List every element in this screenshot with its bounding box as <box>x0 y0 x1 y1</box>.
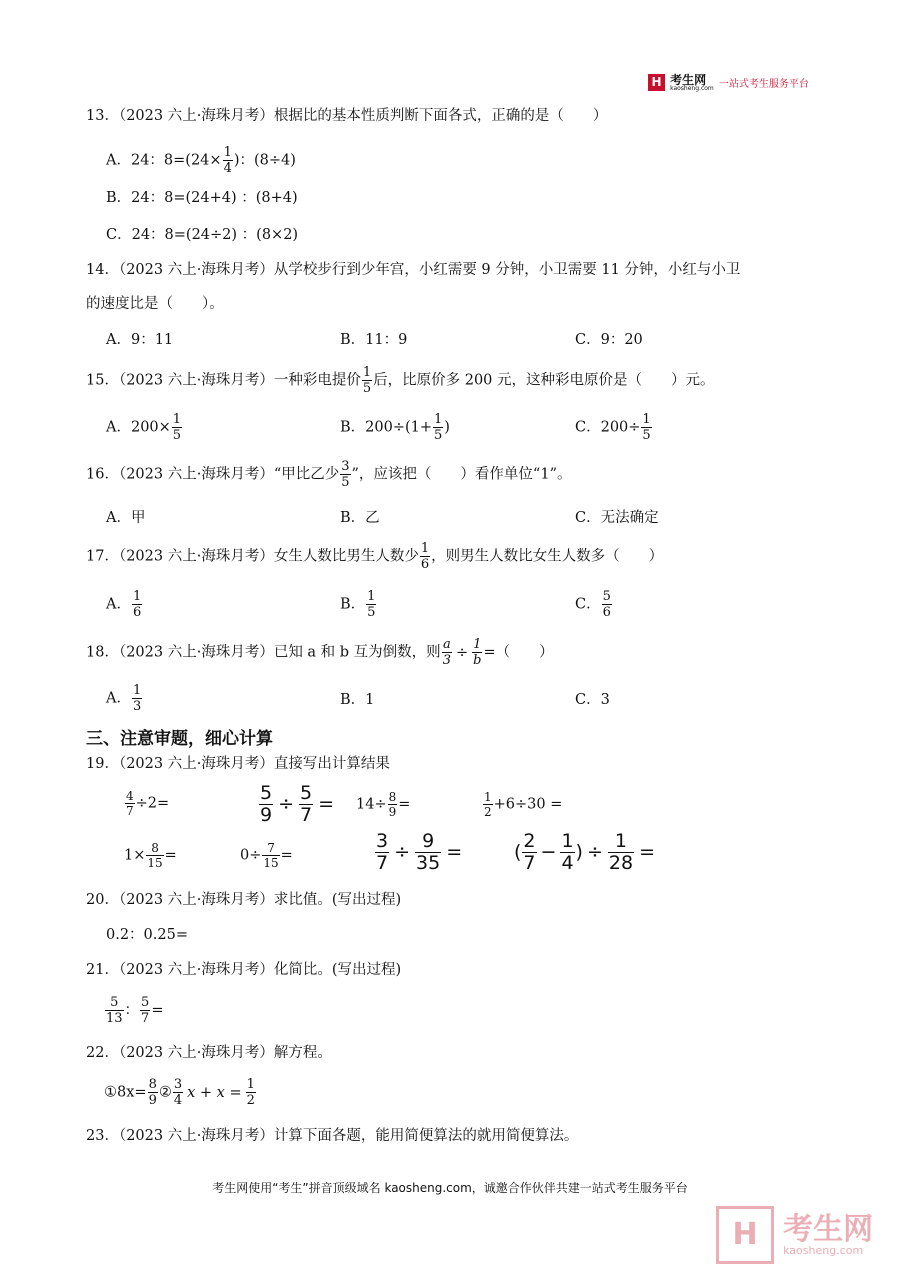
fraction: $\frac{9}{35}$ <box>416 830 441 874</box>
fraction: $\frac{5}{13}$ <box>106 995 123 1026</box>
q17-stem: 17．（2023 六上·海珠月考）女生人数比男生人数少 $\frac{1}{6}$ ，则男生人数比女生人数多（ ） <box>86 541 664 572</box>
q14-option-a: A．9：11 <box>106 332 174 348</box>
q14-option-b: B．11：9 <box>340 332 408 348</box>
q16-option-a: A．甲 <box>106 510 146 526</box>
logo-name: 考生网 <box>670 72 707 87</box>
fraction: $\frac{8}{15}$ <box>147 841 163 870</box>
q21-expr: $\frac{5}{13}$ ： $\frac{5}{7}$ = <box>106 995 164 1026</box>
fraction: $\frac{5}{7}$ <box>141 995 150 1026</box>
q17-option-b: B． $\frac{1}{5}$ <box>340 589 376 620</box>
q14-option-c: C．9：20 <box>575 332 643 348</box>
q18-stem: 18．（2023 六上·海珠月考）已知 a 和 b 互为倒数，则 $\frac{a}{3}$ ÷ $\frac{1}{b}$ =（ ） <box>86 637 554 668</box>
fraction: $\frac{3}{5}$ <box>341 459 350 490</box>
q19-stem: 19．（2023 六上·海珠月考）直接写出计算结果 <box>86 756 390 772</box>
q19-expr-4: $\frac{1}{2}$ +6÷30 = <box>484 790 563 819</box>
q20-stem: 20．（2023 六上·海珠月考）求比值。(写出过程) <box>86 892 402 908</box>
q19-expr-7: $\frac{3}{7}$ ÷ $\frac{9}{35}$ = <box>376 830 463 874</box>
q13-option-c: C．24：8=(24÷2) ：(8×2) <box>106 227 299 243</box>
q18-option-c: C．3 <box>575 692 610 708</box>
q18-option-a: A． $\frac{1}{3}$ <box>106 683 142 714</box>
footer-text: 考生网使用“考生”拼音顶级域名 kaosheng.com，诚邀合作伙伴共建一站式考生服务平台 <box>212 1181 688 1195</box>
fraction: $\frac{8}{9}$ <box>388 790 397 819</box>
fraction: $\frac{1}{4}$ <box>223 145 232 176</box>
q13-stem: 13．（2023 六上·海珠月考）根据比的基本性质判断下面各式，正确的是（ ） <box>86 108 608 124</box>
fraction: $\frac{2}{7}$ <box>523 830 536 874</box>
section-title: 三、注意审题，细心计算 <box>86 729 273 749</box>
fraction: $\frac{1}{5}$ <box>172 412 182 443</box>
fraction: $\frac{1}{6}$ <box>132 589 142 620</box>
fraction: $\frac{1}{4}$ <box>561 830 574 874</box>
fraction: $\frac{1}{2}$ <box>246 1077 255 1108</box>
q14-stem-line2: 的速度比是（ ）。 <box>86 296 224 312</box>
fraction: $\frac{a}{3}$ <box>442 637 451 668</box>
logo-domain: kaosheng.com <box>670 84 714 92</box>
watermark-name: 考生网 <box>783 1211 874 1247</box>
q21-stem: 21．（2023 六上·海珠月考）化简比。(写出过程) <box>86 962 402 978</box>
fraction: $\frac{1}{5}$ <box>642 412 651 443</box>
q19-expr-5: 1× $\frac{8}{15}$ = <box>124 841 177 870</box>
q16-option-b: B．乙 <box>340 510 380 526</box>
fraction: $\frac{3}{4}$ <box>173 1077 183 1108</box>
fraction: $\frac{1}{3}$ <box>132 683 142 714</box>
watermark-domain: kaosheng.com <box>783 1243 864 1257</box>
q15-option-c: C．200÷ $\frac{1}{5}$ <box>575 412 651 443</box>
q20-expr: 0.2：0.25= <box>106 927 188 943</box>
fraction: $\frac{5}{9}$ <box>260 782 273 826</box>
fraction: $\frac{1}{5}$ <box>362 365 372 396</box>
q23-stem: 23．（2023 六上·海珠月考）计算下面各题，能用简便算法的就用简便算法。 <box>86 1128 579 1144</box>
header-slogan: 一站式考生服务平台 <box>718 79 809 90</box>
q19-expr-6: 0÷ $\frac{7}{15}$ = <box>240 841 293 870</box>
logo-mark: H <box>648 74 665 91</box>
q13-option-b: B．24：8=(24+4) ：(8+4) <box>106 190 298 206</box>
q22-equations: ①8x= $\frac{8}{9}$ ② $\frac{3}{4}$ x + x = $\frac{1}{2}$ <box>104 1077 255 1108</box>
fraction: $\frac{4}{7}$ <box>126 789 134 818</box>
fraction: $\frac{1}{2}$ <box>484 790 492 819</box>
header-logo <box>648 72 809 92</box>
fraction: $\frac{1}{28}$ <box>608 830 634 874</box>
q17-option-c: C． $\frac{5}{6}$ <box>575 589 611 620</box>
watermark-logo <box>716 1206 873 1264</box>
q17-option-a: A． $\frac{1}{6}$ <box>106 589 142 620</box>
q19-expr-3: 14÷ $\frac{8}{9}$ = <box>356 790 411 819</box>
q18-option-b: B．1 <box>340 692 375 708</box>
fraction: $\frac{1}{b}$ <box>473 637 482 668</box>
q15-stem: 15．（2023 六上·海珠月考）一种彩电提价 $\frac{1}{5}$ 后，比原价多 200 元，这种彩电原价是（ ）元。 <box>86 365 715 396</box>
fraction: $\frac{5}{6}$ <box>602 589 611 620</box>
q15-option-a: A．200× $\frac{1}{5}$ <box>106 412 182 443</box>
fraction: $\frac{1}{5}$ <box>434 412 443 443</box>
fraction: $\frac{7}{15}$ <box>263 841 279 870</box>
q16-option-c: C．无法确定 <box>575 510 659 526</box>
fraction: $\frac{1}{6}$ <box>420 541 430 572</box>
q14-stem-line1: 14．（2023 六上·海珠月考）从学校步行到少年宫，小红需要 9 分钟，小卫需要 11 分钟，小红与小卫 <box>86 262 741 278</box>
fraction: $\frac{8}{9}$ <box>148 1077 157 1108</box>
q19-expr-8: ( $\frac{2}{7}$ − $\frac{1}{4}$ ) ÷ $\frac{1}{28}$ = <box>514 830 655 874</box>
q19-expr-1: $\frac{4}{7}$ ÷2= <box>126 789 170 818</box>
watermark-mark: H <box>716 1206 774 1264</box>
fraction: $\frac{5}{7}$ <box>300 782 313 826</box>
q13-option-a: A．24：8=(24× $\frac{1}{4}$ )：(8÷4) <box>106 145 296 176</box>
q22-stem: 22．（2023 六上·海珠月考）解方程。 <box>86 1045 332 1061</box>
fraction: $\frac{3}{7}$ <box>376 830 389 874</box>
q19-expr-2: $\frac{5}{9}$ ÷ $\frac{5}{7}$ = <box>260 782 335 826</box>
q16-stem: 16．（2023 六上·海珠月考）“甲比乙少 $\frac{3}{5}$ ”，应该把（ ）看作单位“1”。 <box>86 459 572 490</box>
q15-option-b: B．200÷(1+ $\frac{1}{5}$ ) <box>340 412 450 443</box>
fraction: $\frac{1}{5}$ <box>367 589 376 620</box>
